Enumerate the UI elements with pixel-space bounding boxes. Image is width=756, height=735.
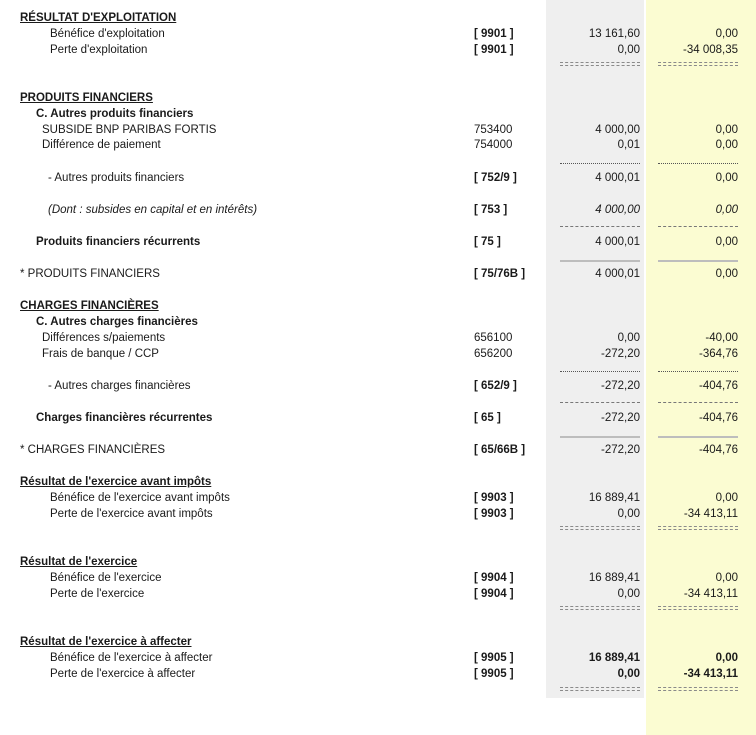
row-value-previous: 16 889,41 — [588, 492, 640, 504]
table-row — [0, 330, 756, 346]
row-value-previous: -272,20 — [600, 348, 640, 360]
row-value-current: -34 413,11 — [683, 508, 738, 520]
row-value-previous: 0,00 — [617, 508, 640, 520]
row-code: 754000 — [474, 139, 513, 151]
row-code: [ 9901 ] — [474, 28, 514, 40]
row-value-current: 0,00 — [715, 28, 738, 40]
table-row — [0, 650, 756, 666]
row-value-previous: 4 000,01 — [595, 172, 640, 184]
section-title: Résultat de l'exercice à affecter — [20, 636, 192, 648]
row-value-current: -34 413,11 — [683, 668, 738, 680]
table-row — [0, 410, 756, 426]
row-code: [ 9901 ] — [474, 44, 514, 56]
row-value-current: 0,00 — [715, 139, 738, 151]
row-code: [ 652/9 ] — [474, 380, 517, 392]
row-value-previous: -272,20 — [600, 444, 640, 456]
section-result-before-tax — [0, 474, 756, 490]
total-separator — [560, 687, 640, 691]
table-row — [0, 234, 756, 250]
row-value-current: 0,00 — [715, 172, 738, 184]
section-title: PRODUITS FINANCIERS — [20, 92, 153, 104]
total-separator — [560, 62, 640, 66]
table-row — [0, 506, 756, 522]
total-separator — [658, 687, 738, 691]
row-code: [ 753 ] — [474, 204, 508, 216]
section-title: Résultat de l'exercice avant impôts — [20, 476, 212, 488]
row-label: Différences s/paiements — [42, 332, 166, 344]
row-value-current: 0,00 — [715, 124, 738, 136]
row-code: [ 9905 ] — [474, 652, 514, 664]
row-label: Frais de banque / CCP — [42, 348, 159, 360]
row-value-previous: 0,00 — [617, 668, 640, 680]
row-value-current: -34 008,35 — [683, 44, 738, 56]
row-code: [ 9904 ] — [474, 572, 514, 584]
row-label: (Dont : subsides en capital et en intérêts) — [48, 204, 258, 216]
row-value-previous: 4 000,00 — [595, 204, 640, 216]
row-code: [ 75 ] — [474, 236, 501, 248]
row-value-current: 0,00 — [715, 236, 738, 248]
table-row — [0, 346, 756, 362]
table-row — [0, 586, 756, 602]
table-row — [0, 266, 756, 282]
row-value-current: -404,76 — [698, 412, 738, 424]
row-value-current: -404,76 — [698, 444, 738, 456]
section-financial-income — [0, 90, 756, 106]
table-row — [0, 570, 756, 586]
row-value-previous: 13 161,60 — [588, 28, 640, 40]
row-value-current: 0,00 — [715, 492, 738, 504]
subtotal-separator — [658, 402, 738, 407]
section-financial-charges — [0, 298, 756, 314]
row-value-previous: 16 889,41 — [588, 652, 640, 664]
row-code: [ 9903 ] — [474, 492, 514, 504]
row-value-current: -34 413,11 — [683, 588, 738, 600]
subtotal-separator — [658, 226, 738, 231]
table-row — [0, 442, 756, 458]
row-value-current: -404,76 — [698, 380, 738, 392]
subtotal-separator — [560, 402, 640, 407]
row-value-previous: 0,00 — [617, 588, 640, 600]
row-label: Bénéfice de l'exercice à affecter — [50, 652, 213, 664]
row-code: [ 9903 ] — [474, 508, 514, 520]
row-label: SUBSIDE BNP PARIBAS FORTIS — [42, 124, 217, 136]
section-operating-result — [0, 10, 756, 26]
subsection-title: C. Autres produits financiers — [36, 108, 194, 120]
section-title: RÉSULTAT D'EXPLOITATION — [20, 12, 177, 24]
row-value-current: 0,00 — [715, 268, 738, 280]
total-separator — [658, 62, 738, 66]
row-label: Perte de l'exercice à affecter — [50, 668, 196, 680]
row-label: Charges financières récurrentes — [36, 412, 213, 424]
subtotal-separator — [560, 163, 640, 168]
table-row — [0, 42, 756, 58]
row-label: Différence de paiement — [42, 139, 161, 151]
section-title: CHARGES FINANCIÈRES — [20, 300, 159, 312]
row-code: [ 752/9 ] — [474, 172, 517, 184]
row-label: Bénéfice de l'exercice — [50, 572, 162, 584]
row-value-previous: 16 889,41 — [588, 572, 640, 584]
table-row — [0, 490, 756, 506]
section-title: Résultat de l'exercice — [20, 556, 138, 568]
row-code: 753400 — [474, 124, 513, 136]
row-value-current: 0,00 — [715, 204, 738, 216]
total-separator — [658, 526, 738, 530]
total-separator — [658, 606, 738, 610]
row-label: Perte de l'exercice — [50, 588, 145, 600]
row-value-current: -40,00 — [705, 332, 738, 344]
row-label: * PRODUITS FINANCIERS — [20, 268, 160, 280]
total-separator — [560, 526, 640, 530]
row-code: [ 75/76B ] — [474, 268, 526, 280]
row-label: - Autres charges financières — [48, 380, 191, 392]
row-value-previous: 0,01 — [617, 139, 640, 151]
subtotal-separator — [658, 163, 738, 168]
subtotal-separator — [560, 226, 640, 231]
row-label: - Autres produits financiers — [48, 172, 185, 184]
subtotal-separator — [658, 371, 738, 376]
row-label: Produits financiers récurrents — [36, 236, 201, 248]
row-code: 656200 — [474, 348, 513, 360]
row-code: [ 65 ] — [474, 412, 501, 424]
row-label: * CHARGES FINANCIÈRES — [20, 444, 166, 456]
subsection-row — [0, 106, 756, 122]
total-separator — [560, 606, 640, 610]
table-row — [0, 137, 756, 153]
row-value-previous: -272,20 — [600, 380, 640, 392]
row-label: Perte d'exploitation — [50, 44, 148, 56]
table-row — [0, 122, 756, 138]
row-label: Perte de l'exercice avant impôts — [50, 508, 213, 520]
section-result-to-allocate — [0, 634, 756, 650]
row-code: 656100 — [474, 332, 513, 344]
row-code: [ 65/66B ] — [474, 444, 526, 456]
row-value-previous: 4 000,01 — [595, 268, 640, 280]
row-value-current: 0,00 — [715, 652, 738, 664]
table-row — [0, 26, 756, 42]
subtotal-separator — [560, 371, 640, 376]
row-value-previous: 4 000,00 — [595, 124, 640, 136]
table-row — [0, 170, 756, 186]
table-row — [0, 378, 756, 394]
row-label: Bénéfice d'exploitation — [50, 28, 165, 40]
table-row — [0, 202, 756, 218]
subsection-row — [0, 314, 756, 330]
section-result-of-year — [0, 554, 756, 570]
row-code: [ 9905 ] — [474, 668, 514, 680]
row-value-current: -364,76 — [698, 348, 738, 360]
row-value-previous: 4 000,01 — [595, 236, 640, 248]
row-value-current: 0,00 — [715, 572, 738, 584]
row-label: Bénéfice de l'exercice avant impôts — [50, 492, 230, 504]
subsection-title: C. Autres charges financières — [36, 316, 198, 328]
table-row — [0, 666, 756, 682]
row-value-previous: -272,20 — [600, 412, 640, 424]
row-code: [ 9904 ] — [474, 588, 514, 600]
row-value-previous: 0,00 — [617, 332, 640, 344]
row-value-previous: 0,00 — [617, 44, 640, 56]
